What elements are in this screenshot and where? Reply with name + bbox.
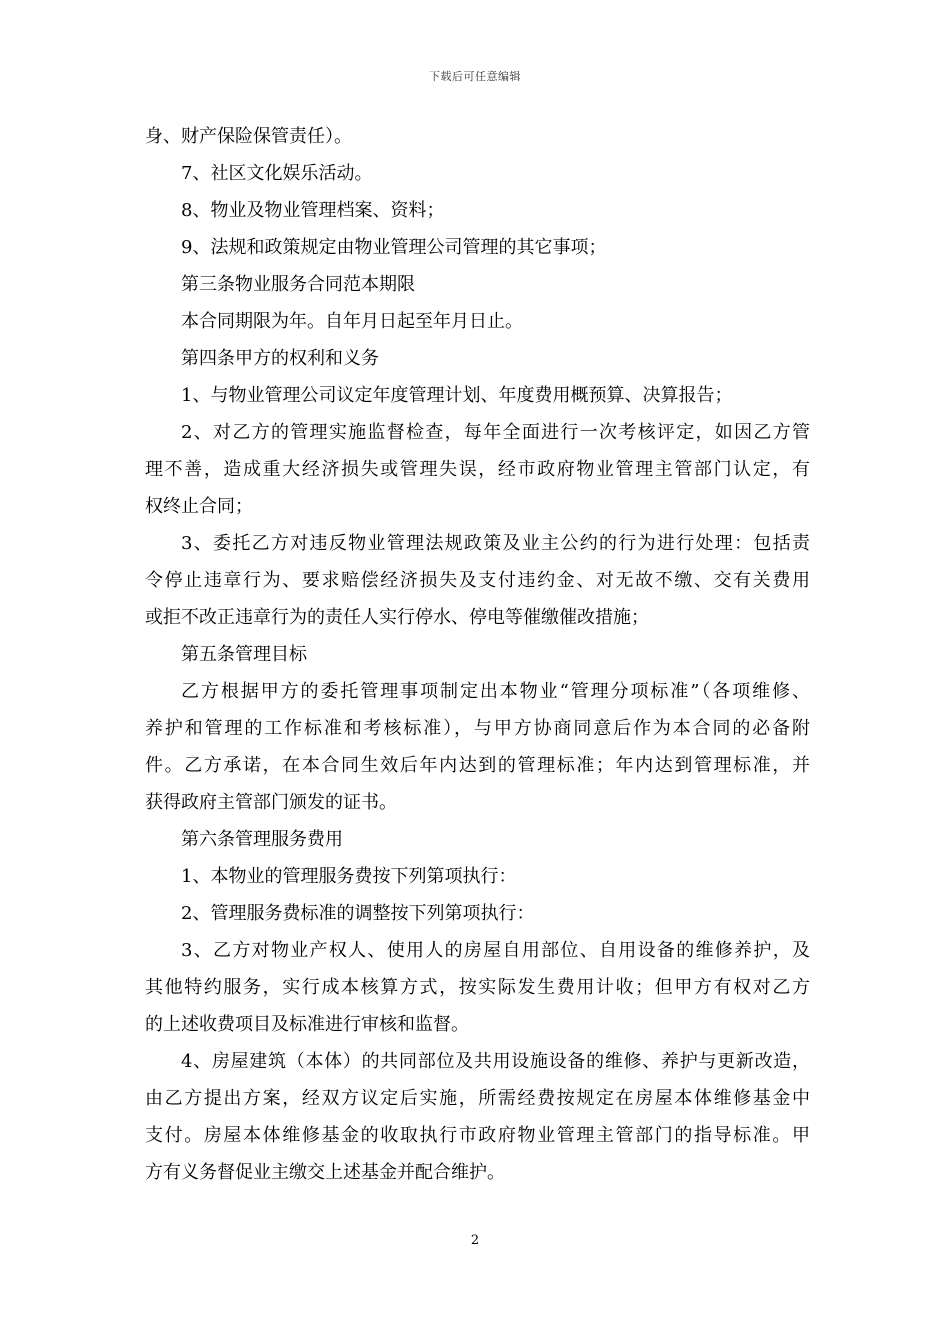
list-item-1: 1、与物业管理公司议定年度管理计划、年度费用概预算、决算报告；	[181, 385, 733, 406]
list-item-3: 3、委托乙方对违反物业管理法规政策及业主公约的行为进行处理：包括责	[181, 533, 810, 554]
page-header: 下载后可任意编辑	[429, 70, 521, 83]
list-item-3: 3、乙方对物业产权人、使用人的房屋自用部位、自用设备的维修养护，及	[181, 940, 810, 961]
list-item-2: 2、管理服务费标准的调整按下列第项执行：	[181, 903, 535, 924]
text-line: 理不善，造成重大经济损失或管理失误，经市政府物业管理主管部门认定，有	[145, 459, 810, 480]
text-line: 令停止违章行为、要求赔偿经济损失及支付违约金、对无故不缴、交有关费用	[145, 570, 810, 591]
page-number: 2	[470, 1233, 480, 1248]
text-line: 权终止合同；	[145, 496, 253, 517]
list-item-1: 1、本物业的管理服务费按下列第项执行：	[181, 866, 517, 887]
section-heading-4: 第四条甲方的权利和义务	[181, 348, 379, 369]
list-item-4: 4、房屋建筑（本体）的共同部位及共用设施设备的维修、养护与更新改造，	[181, 1051, 810, 1072]
text-line: 其他特约服务，实行成本核算方式，按实际发生费用计收；但甲方有权对乙方	[145, 977, 810, 998]
section-heading-6: 第六条管理服务费用	[181, 829, 343, 850]
section-heading-5: 第五条管理目标	[181, 644, 307, 665]
text-line: 获得政府主管部门颁发的证书。	[145, 792, 397, 813]
list-item-2: 2、对乙方的管理实施监督检查，每年全面进行一次考核评定，如因乙方管	[181, 422, 810, 443]
text-line: 由乙方提出方案，经双方议定后实施，所需经费按规定在房屋本体维修基金中	[145, 1088, 810, 1109]
document-body	[145, 118, 810, 1191]
text-line: 支付。房屋本体维修基金的收取执行市政府物业管理主管部门的指导标准。甲	[145, 1125, 810, 1146]
list-item-9: 9、法规和政策规定由物业管理公司管理的其它事项；	[181, 237, 607, 258]
text-line: 的上述收费项目及标准进行审核和监督。	[145, 1014, 469, 1035]
text-line: 方有义务督促业主缴交上述基金并配合维护。	[145, 1162, 505, 1183]
text-line: 养护和管理的工作标准和考核标准），与甲方协商同意后作为本合同的必备附	[145, 718, 810, 739]
list-item-7: 7、社区文化娱乐活动。	[181, 163, 373, 184]
text-line: 件。乙方承诺，在本合同生效后年内达到的管理标准；年内达到管理标准，并	[145, 755, 810, 776]
list-item-8: 8、物业及物业管理档案、资料；	[181, 200, 445, 221]
paragraph-line: 乙方根据甲方的委托管理事项制定出本物业“管理分项标准”（各项维修、	[181, 681, 810, 702]
text-line: 或拒不改正违章行为的责任人实行停水、停电等催缴催改措施；	[145, 607, 649, 628]
section-heading-3: 第三条物业服务合同范本期限	[181, 274, 415, 295]
text-line: 身、财产保险保管责任）。	[145, 126, 352, 147]
text-line: 本合同期限为年。自年月日起至年月日止。	[181, 311, 523, 332]
